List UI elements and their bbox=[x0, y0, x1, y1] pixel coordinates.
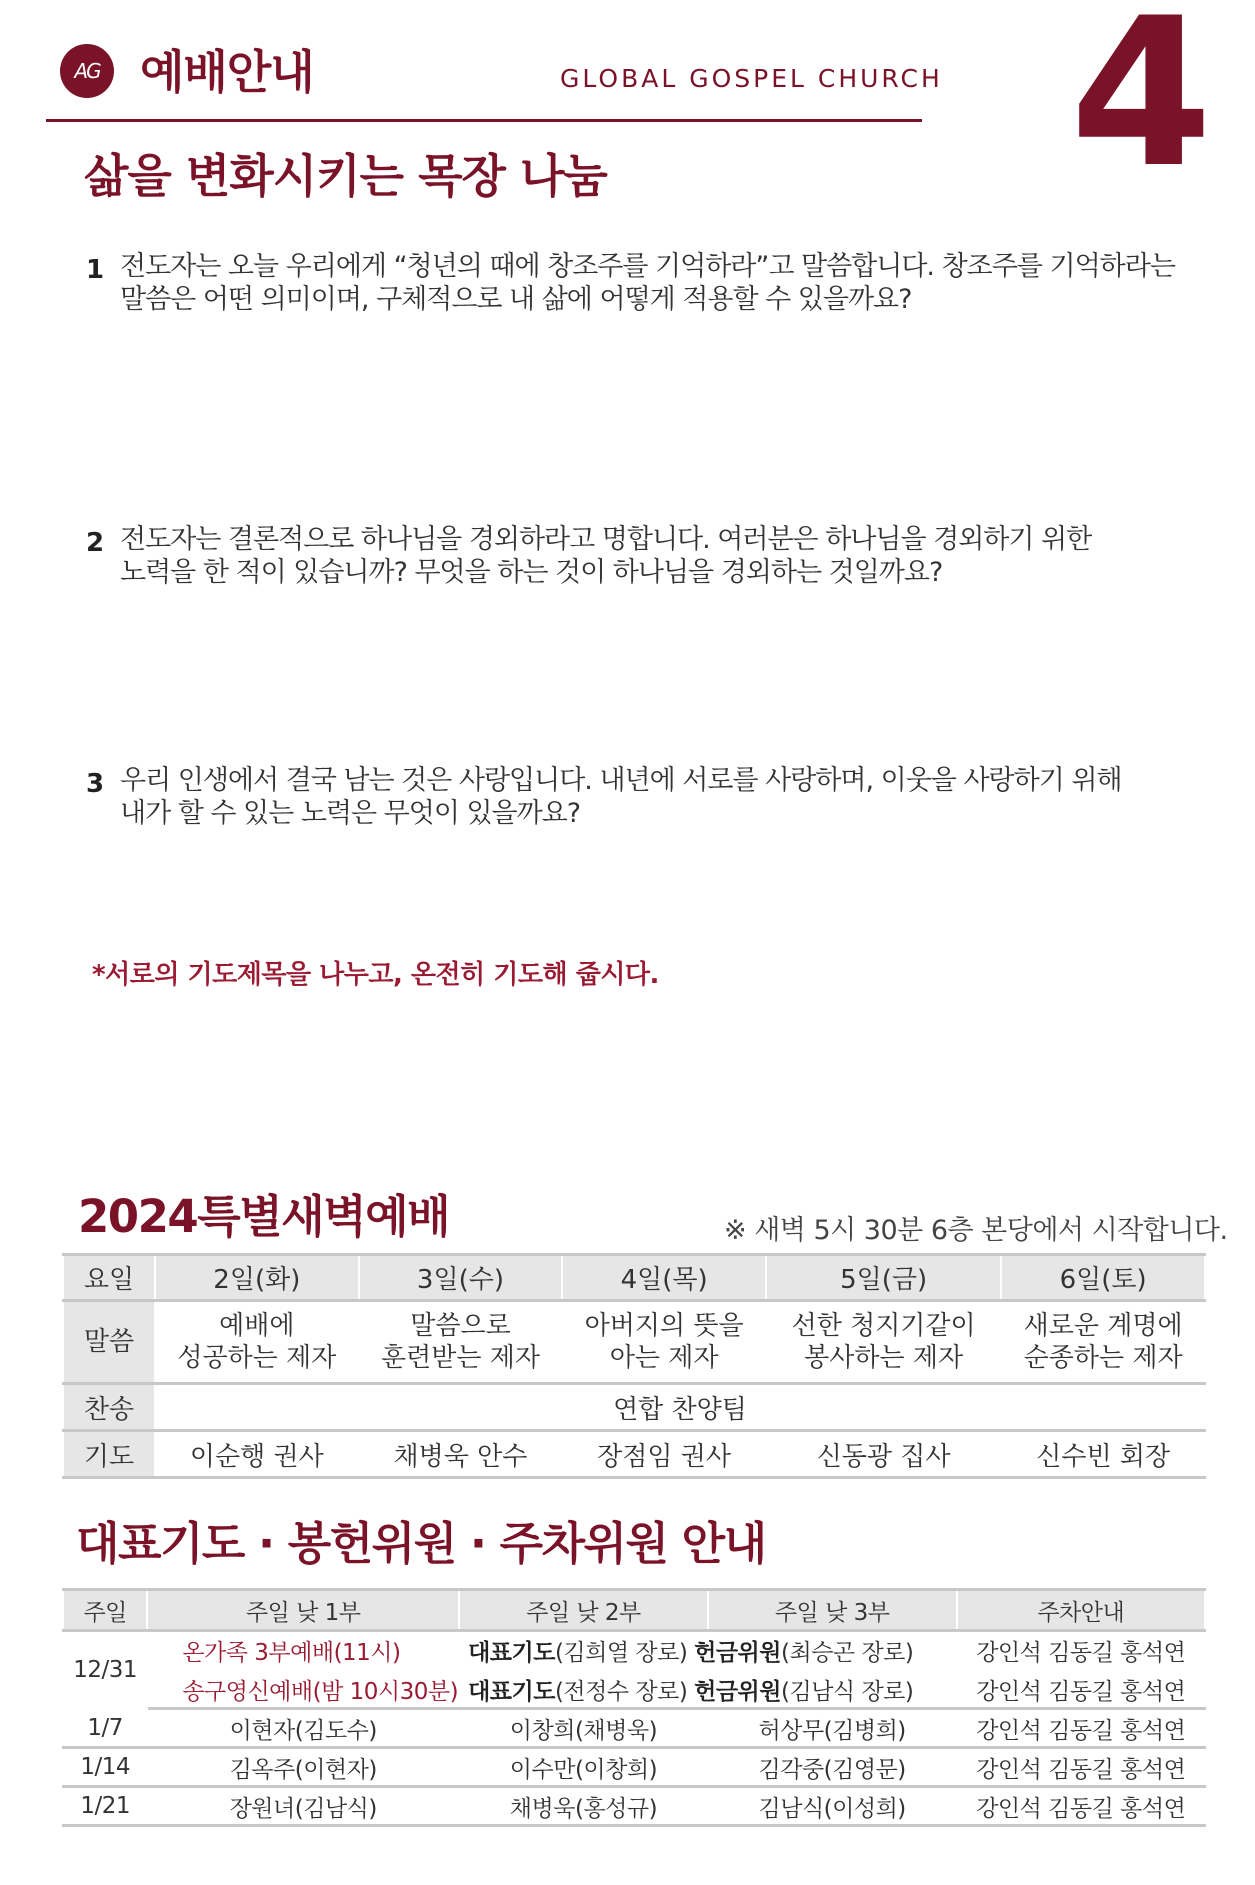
page-title: 예배안내 bbox=[140, 45, 314, 99]
dawn-sermon bbox=[1001, 1301, 1205, 1384]
question-2-number: 2 bbox=[86, 528, 105, 558]
service-2: 이창희(채병욱) bbox=[459, 1709, 708, 1748]
dawn-prayer: 신수빈 회장 bbox=[1001, 1431, 1205, 1478]
service-1: 김옥주(이현자) bbox=[147, 1748, 459, 1787]
question-3-line-1: 우리 인생에서 결국 남는 것은 사랑입니다. 내년에 서로를 사랑하며, 이웃을 사랑하기 위해 bbox=[120, 765, 1122, 796]
dawn-header-row bbox=[63, 1255, 1205, 1301]
dawn-service-note: ※ 새벽 5시 30분 6층 본당에서 시작합니다. bbox=[724, 1215, 1228, 1246]
offering-name: (최승곤 장로) bbox=[781, 1639, 914, 1666]
question-3-line-2: 내가 할 수 있는 노력은 무엇이 있을까요? bbox=[120, 798, 581, 829]
service-1: 장원녀(김남식) bbox=[147, 1787, 459, 1826]
dawn-label-hymn: 찬송 bbox=[63, 1384, 155, 1431]
sermon-line: 예배에 bbox=[219, 1311, 295, 1341]
service-3: 김각중(김영문) bbox=[708, 1748, 957, 1787]
page-number: 4 bbox=[1070, 0, 1213, 213]
service-3: 허상무(김병희) bbox=[708, 1709, 957, 1748]
roles-table bbox=[62, 1588, 1206, 1827]
roles-row bbox=[63, 1748, 1205, 1787]
church-logo bbox=[60, 44, 114, 98]
question-1-line-2: 말씀은 어떤 의미이며, 구체적으로 내 삶에 어떻게 적용할 수 있을까요? bbox=[120, 284, 912, 315]
dawn-prayer: 채병욱 안수 bbox=[359, 1431, 563, 1478]
roles-row bbox=[63, 1709, 1205, 1748]
dawn-day: 3일(수) bbox=[359, 1255, 563, 1301]
prayer-label: 대표기도 bbox=[468, 1639, 555, 1666]
service-roles bbox=[459, 1670, 956, 1709]
service-3: 김남식(이성희) bbox=[708, 1787, 957, 1826]
roles-header: 주일 낮 3부 bbox=[708, 1590, 957, 1631]
service-2: 채병욱(홍성규) bbox=[459, 1787, 708, 1826]
parking: 강인석 김동길 홍석연 bbox=[957, 1631, 1205, 1670]
roles-date: 1/14 bbox=[63, 1748, 147, 1787]
dawn-prayer: 장점임 권사 bbox=[562, 1431, 766, 1478]
dawn-prayer: 이순행 권사 bbox=[155, 1431, 359, 1478]
parking: 강인석 김동길 홍석연 bbox=[957, 1748, 1205, 1787]
dawn-label-prayer: 기도 bbox=[63, 1431, 155, 1478]
dawn-prayer-row bbox=[63, 1431, 1205, 1478]
dawn-label-day: 요일 bbox=[63, 1255, 155, 1301]
dawn-day: 4일(목) bbox=[562, 1255, 766, 1301]
section-title: 삶을 변화시키는 목장 나눔 bbox=[84, 149, 607, 203]
logo-text: AG bbox=[74, 59, 100, 83]
roles-date: 1/21 bbox=[63, 1787, 147, 1826]
service-1: 이현자(김도수) bbox=[147, 1709, 459, 1748]
prayer-label: 대표기도 bbox=[468, 1678, 555, 1705]
sermon-line: 새로운 계명에 bbox=[1023, 1311, 1183, 1341]
sermon-line: 아버지의 뜻을 bbox=[584, 1311, 744, 1341]
sermon-line: 훈련받는 제자 bbox=[380, 1343, 540, 1373]
parking: 강인석 김동길 홍석연 bbox=[957, 1787, 1205, 1826]
question-2-line-2: 노력을 한 적이 있습니까? 무엇을 하는 것이 하나님을 경외하는 것일까요? bbox=[120, 557, 943, 588]
prayer-note: *서로의 기도제목을 나누고, 온전히 기도해 줍시다. bbox=[92, 960, 659, 990]
dawn-hymn: 연합 찬양팀 bbox=[155, 1384, 1205, 1431]
service-roles bbox=[459, 1631, 956, 1670]
offering-label: 헌금위원 bbox=[694, 1639, 781, 1666]
roles-header-row bbox=[63, 1590, 1205, 1631]
dawn-service-table bbox=[62, 1253, 1206, 1479]
roles-row-dec31-a bbox=[63, 1631, 1205, 1670]
question-1-line-1: 전도자는 오늘 우리에게 “청년의 때에 창조주를 기억하라”고 말씀합니다. 창조주를 기억하라는 bbox=[120, 251, 1175, 282]
dawn-sermon bbox=[155, 1301, 359, 1384]
service-2: 이수만(이창희) bbox=[459, 1748, 708, 1787]
prayer-name: (전정수 장로) bbox=[554, 1678, 688, 1705]
special-service: 송구영신예배(밤 10시30분) bbox=[147, 1670, 459, 1709]
dawn-sermon bbox=[359, 1301, 563, 1384]
parking: 강인석 김동길 홍석연 bbox=[957, 1670, 1205, 1709]
roles-header: 주일 bbox=[63, 1590, 147, 1631]
dawn-sermon-row bbox=[63, 1301, 1205, 1384]
dawn-sermon bbox=[766, 1301, 1001, 1384]
roles-header: 주차안내 bbox=[957, 1590, 1205, 1631]
dawn-service-title: 2024특별새벽예배 bbox=[78, 1190, 450, 1243]
offering-name: (김남식 장로) bbox=[781, 1678, 914, 1705]
question-1-number: 1 bbox=[86, 255, 105, 285]
dawn-prayer: 신동광 집사 bbox=[766, 1431, 1001, 1478]
sermon-line: 선한 청지기같이 bbox=[791, 1311, 976, 1341]
question-2-line-1: 전도자는 결론적으로 하나님을 경외하라고 명합니다. 여러분은 하나님을 경외하기 위한 bbox=[120, 524, 1092, 555]
roles-row bbox=[63, 1787, 1205, 1826]
parking: 강인석 김동길 홍석연 bbox=[957, 1709, 1205, 1748]
special-service: 온가족 3부예배(11시) bbox=[147, 1631, 459, 1670]
roles-date: 12/31 bbox=[63, 1631, 147, 1709]
sermon-line: 말씀으로 bbox=[410, 1311, 511, 1341]
sermon-line: 봉사하는 제자 bbox=[804, 1343, 964, 1373]
roles-title: 대표기도 · 봉헌위원 · 주차위원 안내 bbox=[76, 1517, 766, 1570]
offering-label: 헌금위원 bbox=[694, 1678, 781, 1705]
dawn-label-sermon: 말씀 bbox=[63, 1301, 155, 1384]
sermon-line: 아는 제자 bbox=[609, 1343, 719, 1373]
dawn-day: 2일(화) bbox=[155, 1255, 359, 1301]
roles-row-dec31-b bbox=[63, 1670, 1205, 1709]
prayer-name: (김희열 장로) bbox=[554, 1639, 688, 1666]
roles-date: 1/7 bbox=[63, 1709, 147, 1748]
question-3-number: 3 bbox=[86, 769, 105, 799]
dawn-sermon bbox=[562, 1301, 766, 1384]
roles-header: 주일 낮 2부 bbox=[459, 1590, 708, 1631]
dawn-day: 5일(금) bbox=[766, 1255, 1001, 1301]
roles-header: 주일 낮 1부 bbox=[147, 1590, 459, 1631]
church-name: GLOBAL GOSPEL CHURCH bbox=[560, 64, 943, 93]
question-2-text bbox=[120, 523, 1091, 589]
question-1-text bbox=[120, 250, 1175, 316]
dawn-hymn-row bbox=[63, 1384, 1205, 1431]
sermon-line: 순종하는 제자 bbox=[1023, 1343, 1183, 1373]
sermon-line: 성공하는 제자 bbox=[177, 1343, 337, 1373]
question-3-text bbox=[120, 764, 1122, 830]
dawn-day: 6일(토) bbox=[1001, 1255, 1205, 1301]
header-divider bbox=[46, 119, 922, 122]
